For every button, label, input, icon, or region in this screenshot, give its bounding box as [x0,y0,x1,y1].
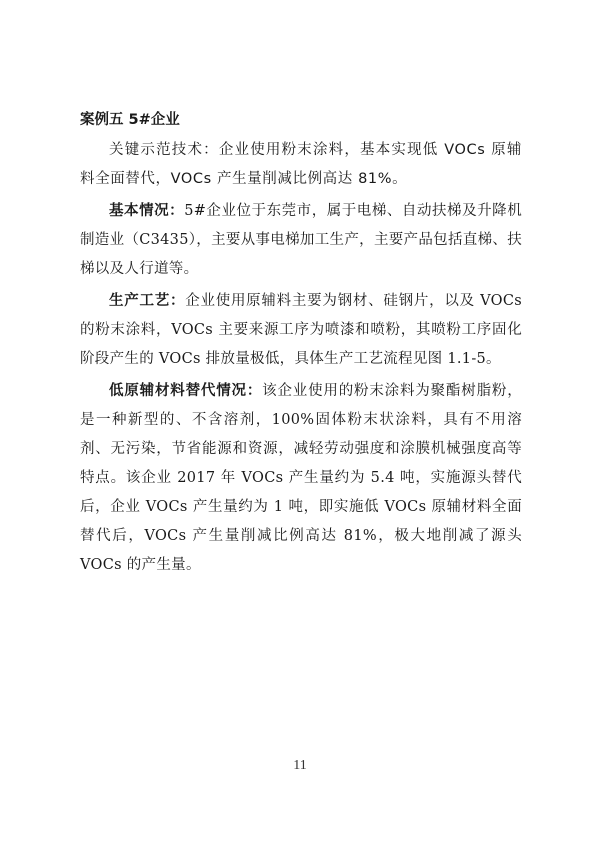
paragraph-text: 该企业使用的粉末涂料为聚酯树脂粉，是一种新型的、不含溶剂，100%固体粉末状涂料，具有不用溶剂、无污染，节省能源和资源，减轻劳动强度和涂膜机械强度高等特点。该企业 2017 年 VOCs 产生量约为 5.4 吨，实施源头替代后，企业 VOCs 产生量约为 1 吨，即实施低 VOCs 原辅材料全面替代后，VOCs 产生量削减比例高达 81%，极大地削减了源头 VOCs 的产生量。 [80,383,522,573]
key-technology-paragraph [80,136,522,194]
paragraph-label: 生产工艺： [109,293,186,309]
paragraph-label: 基本情况： [109,203,185,219]
case-heading: 案例五 5#企业 [80,112,180,128]
basic-info-paragraph [80,197,522,284]
substitution-paragraph [80,377,522,580]
paragraph-text: 关键示范技术：企业使用粉末涂料，基本实现低 VOCs 原辅料全面替代，VOCs 产生量削减比例高达 81%。 [80,142,522,187]
paragraph-text: 企业使用原辅料主要为钢材、硅钢片，以及 VOCs 的粉末涂料，VOCs 主要来源工序为喷漆和喷粉，其喷粉工序固化阶段产生的 VOCs 排放量极低，具体生产工艺流程见图 1.1-5。 [80,293,523,367]
paragraph-label: 低原辅材料替代情况： [109,383,263,399]
page-number: 11 [293,758,307,773]
production-process-paragraph [80,287,522,374]
document-body [80,108,522,583]
paragraph-text: 5#企业位于东莞市，属于电梯、自动扶梯及升降机制造业（C3435），主要从事电梯加工生产，主要产品包括直梯、扶梯以及人行道等。 [80,203,522,277]
